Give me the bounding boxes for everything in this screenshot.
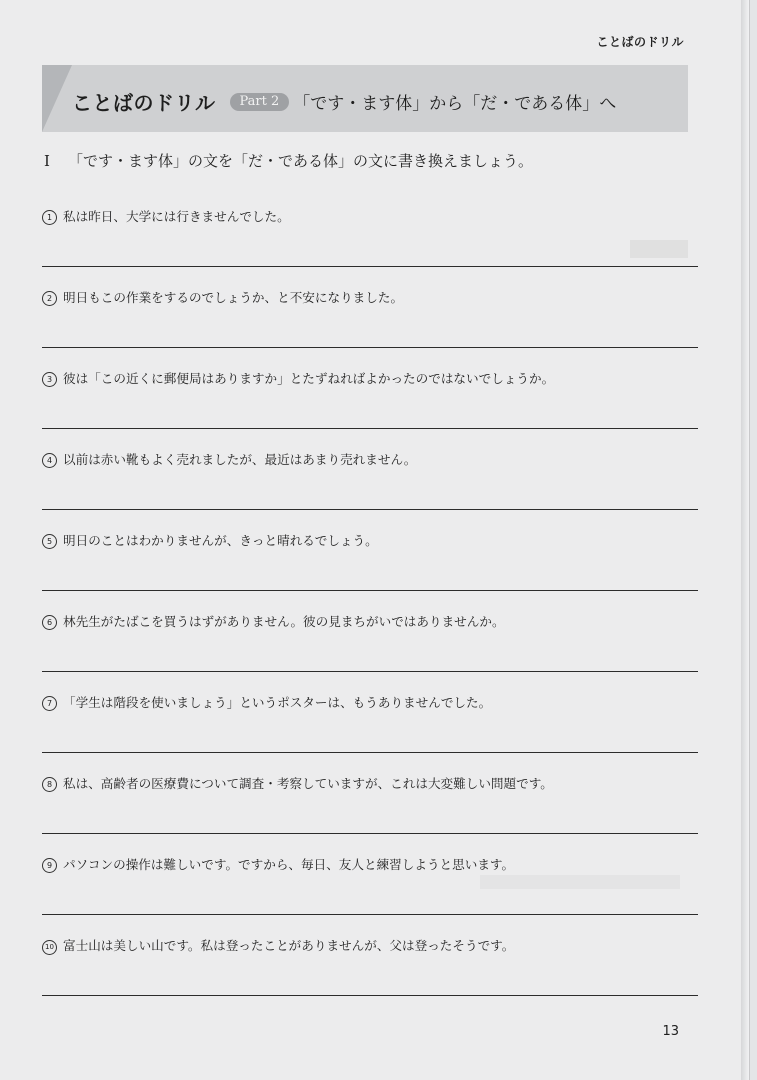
banner-corner-triangle	[42, 65, 72, 132]
item-number: 4	[42, 453, 57, 468]
page-edge	[741, 0, 749, 1080]
exercise-item	[42, 206, 698, 287]
section-numeral: I	[44, 152, 50, 170]
exercise-sentence	[42, 935, 514, 955]
answer-line[interactable]	[42, 914, 698, 915]
answer-line[interactable]	[42, 590, 698, 591]
exercise-item	[42, 692, 698, 773]
exercise-sentence	[42, 854, 514, 873]
item-number: 5	[42, 534, 57, 549]
section-banner	[42, 65, 688, 132]
answer-line[interactable]	[42, 995, 698, 996]
sentence-text: パソコンの操作は難しいです。ですから、毎日、友人と練習しようと思います。	[63, 857, 515, 872]
item-number: 1	[42, 210, 57, 225]
exercise-sentence	[42, 449, 416, 468]
answer-line[interactable]	[42, 266, 698, 267]
exercise-item	[42, 611, 698, 692]
answer-line[interactable]	[42, 509, 698, 510]
exercise-sentence	[42, 611, 505, 630]
exercise-sentence	[42, 530, 378, 549]
sentence-text: 富士山は美しい山です。私は登ったことがありませんが、父は登ったそうです。	[63, 938, 515, 953]
exercise-item	[42, 368, 698, 449]
part-badge: Part 2	[230, 93, 290, 111]
exercise-sentence	[42, 206, 290, 225]
exercise-item	[42, 449, 698, 530]
exercise-item	[42, 935, 698, 1016]
page-number: 13	[662, 1024, 679, 1039]
answer-line[interactable]	[42, 671, 698, 672]
answer-line[interactable]	[42, 752, 698, 753]
item-number: 2	[42, 291, 57, 306]
instruction-text: 「です・ます体」の文を「だ・である体」の文に書き換えましょう。	[67, 152, 533, 170]
running-head: ことばのドリル	[596, 35, 684, 49]
banner-title: ことばのドリル	[72, 91, 216, 115]
exercise-item	[42, 287, 698, 368]
exercise-item	[42, 854, 698, 935]
exercise-item	[42, 530, 698, 611]
item-number: 6	[42, 615, 57, 630]
banner-title-row	[72, 87, 616, 116]
answer-line[interactable]	[42, 347, 698, 348]
item-number: 8	[42, 777, 57, 792]
exercise-sentence	[42, 773, 553, 792]
exercise-list	[42, 206, 698, 1016]
banner-subtitle: 「です・ます体」から「だ・である体」へ	[293, 94, 617, 114]
sentence-text: 以前は赤い靴もよく売れましたが、最近はあまり売れません。	[63, 452, 417, 467]
item-number: 3	[42, 372, 57, 387]
sentence-text: 明日のことはわかりませんが、きっと晴れるでしょう。	[63, 533, 378, 548]
item-number: 9	[42, 858, 57, 873]
answer-line[interactable]	[42, 833, 698, 834]
sentence-text: 私は、高齢者の医療費について調査・考察していますが、これは大変難しい問題です。	[63, 776, 553, 791]
answer-line[interactable]	[42, 428, 698, 429]
sentence-text: 私は昨日、大学には行きませんでした。	[63, 209, 290, 224]
exercise-instruction	[44, 150, 684, 171]
exercise-item	[42, 773, 698, 854]
item-number: 7	[42, 696, 57, 711]
sentence-text: 彼は「この近くに郵便局はありますか」とたずねればよかったのではないでしょうか。	[63, 371, 555, 386]
sentence-text: 林先生がたばこを買うはずがありません。彼の見まちがいではありませんか。	[63, 614, 505, 629]
sentence-text: 明日もこの作業をするのでしょうか、と不安になりました。	[63, 290, 404, 305]
item-number: 10	[42, 940, 57, 955]
exercise-sentence	[42, 368, 554, 387]
exercise-sentence	[42, 692, 491, 711]
sentence-text: 「学生は階段を使いましょう」というポスターは、もうありませんでした。	[63, 695, 492, 710]
exercise-sentence	[42, 287, 403, 306]
